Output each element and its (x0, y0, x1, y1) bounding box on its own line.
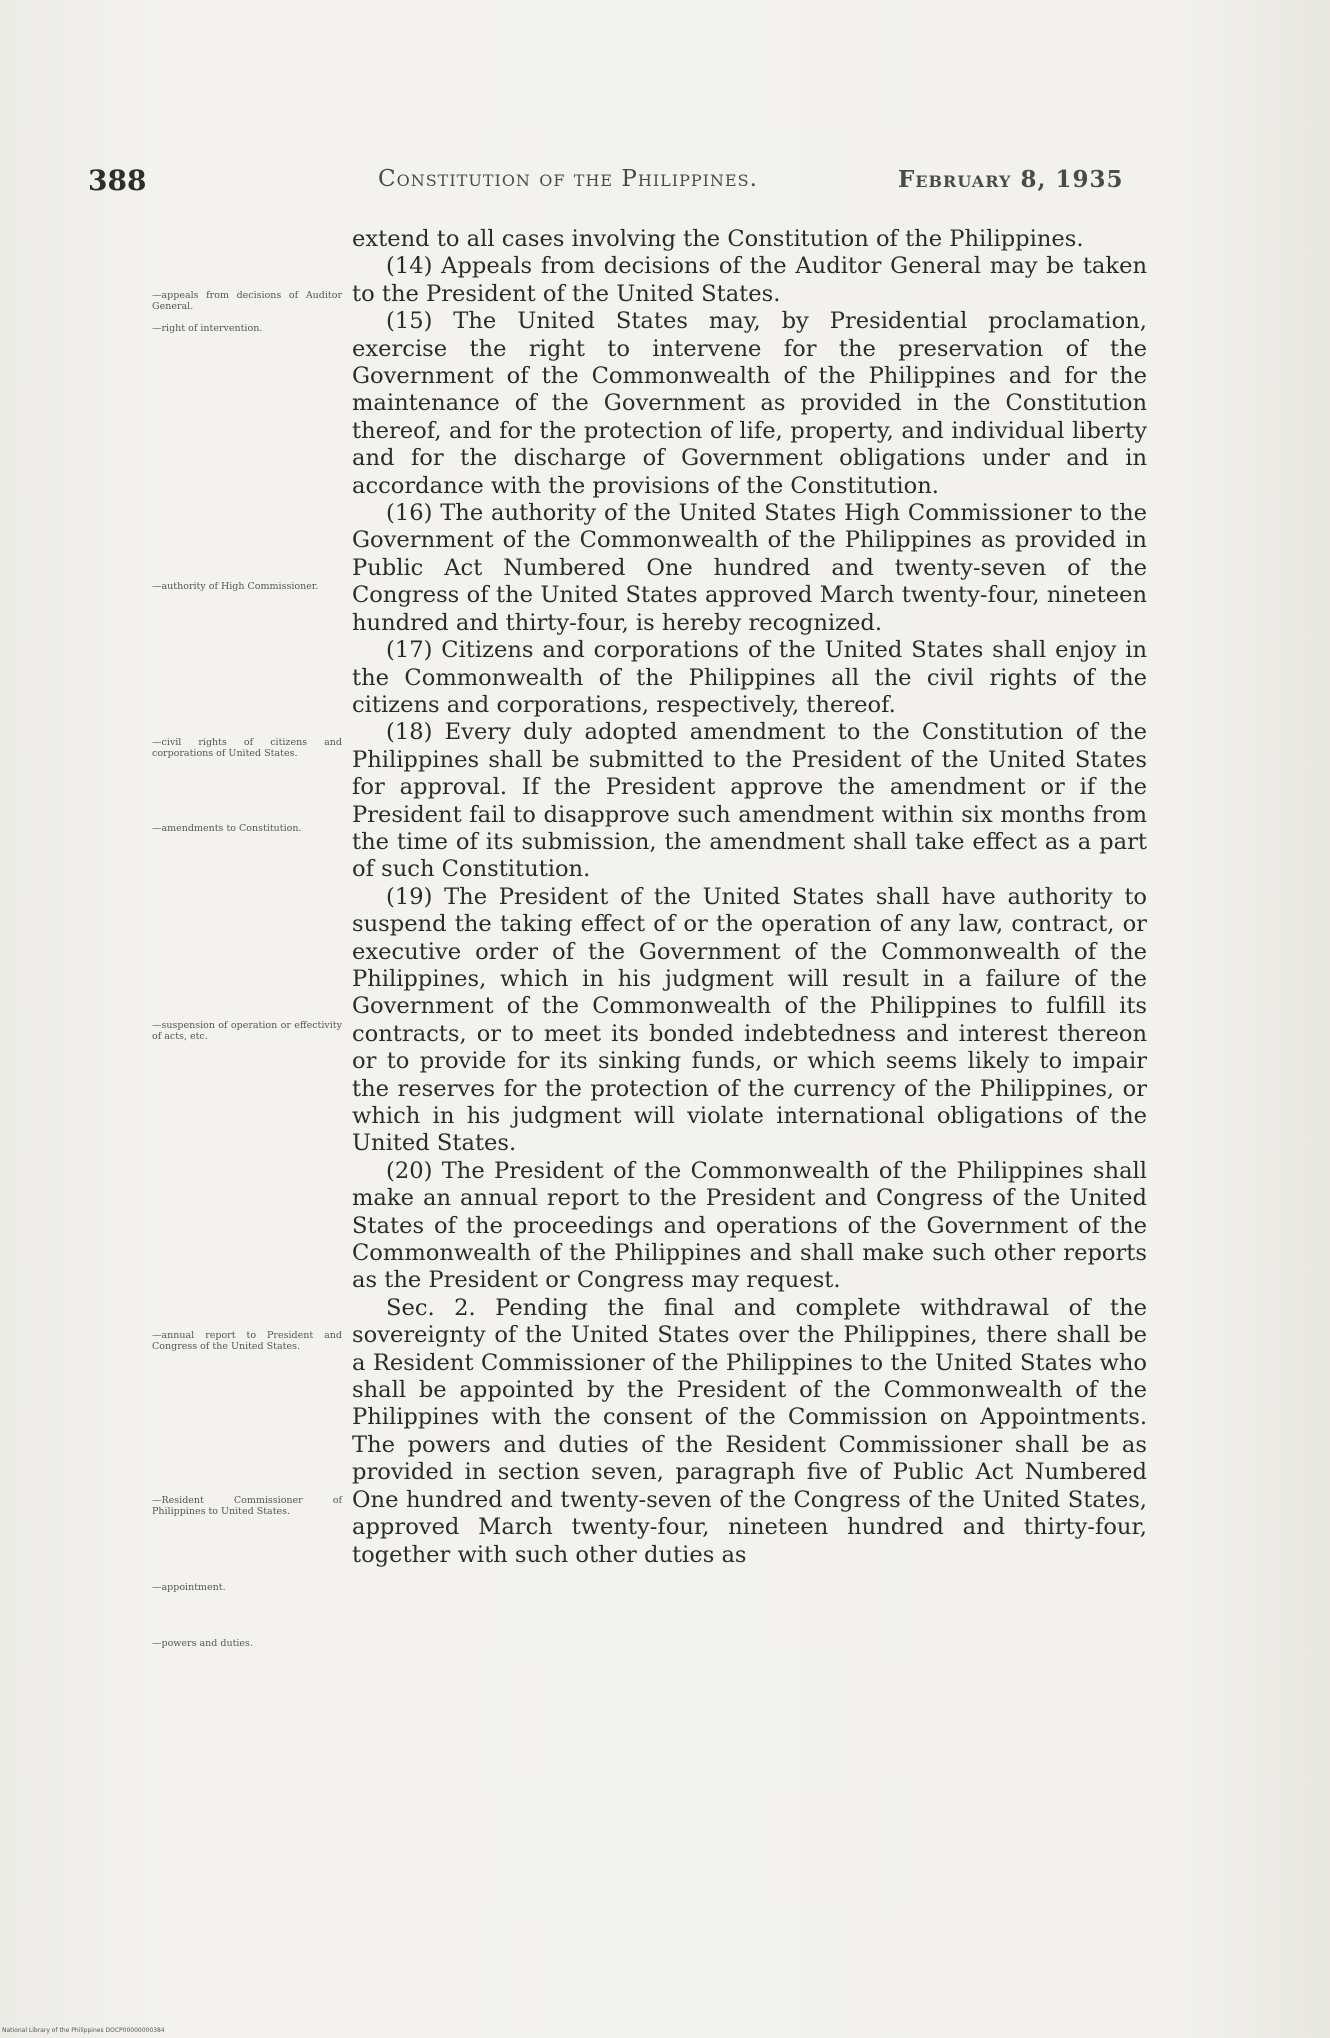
running-date: February 8, 1935 (898, 166, 1124, 193)
paragraph-section-2: Sec. 2. Pending the final and complete withdrawal of the sovereignty of the United States over the Philippines, there shall be a Resident Commissioner of the Philippines to the United States who shall be appointed by the President of the Commonwealth of the Philippines with the consent of the Commission on Appointments. The powers and duties of the Resident Commissioner shall be as provided in section seven, paragraph five of Public Act Numbered One hundred and twenty-seven of the Congress of the United States, approved March twenty-four, nineteen hundred and thirty-four, together with such other duties as (352, 1294, 1147, 1568)
page-header (88, 164, 1148, 204)
margin-note-appeals: —appeals from decisions of Auditor General. (152, 290, 342, 312)
margin-note-civil-rights: —civil rights of citizens and corporations of United States. (152, 737, 342, 759)
paragraph-15: (15) The United States may, by Presidential proclamation, exercise the right to intervene for the preservation of the Government of the Commonwealth of the Philippines and for the maintenance of the Government as provided in the Constitution thereof, and for the protection of life, property, and individual liberty and for the discharge of Government obligations under and in accordance with the provisions of the Constitution. (352, 308, 1147, 499)
page-number: 388 (88, 164, 147, 197)
paragraph-17: (17) Citizens and corporations of the United States shall enjoy in the Commonwealth of the Philippines all the civil rights of the citizens and corporations, respectively, thereof. (352, 637, 1147, 718)
margin-note-amendments: —amendments to Constitution. (152, 823, 302, 834)
paragraph-18: (18) Every duly adopted amendment to the Constitution of the Philippines shall be submitted to the President of the United States for approval. If the President approve the amendment or if the President fail to disapprove such amendment within six months from the time of its submission, the amendment shall take effect as a part of such Constitution. (352, 719, 1147, 883)
margin-note-powers-duties: —powers and duties. (152, 1638, 253, 1649)
margin-note-intervention: —right of intervention. (152, 323, 263, 334)
margin-note-appointment: —appointment. (152, 1582, 226, 1593)
margin-note-high-commissioner: —authority of High Commissioner. (152, 581, 319, 592)
margin-note-suspension: —suspension of operation or effectivity of acts, etc. (152, 1020, 342, 1042)
body-text (352, 226, 1147, 1569)
scan-footer: National Library of the Philippines DOCP00000000384 (2, 2027, 165, 2034)
paragraph-continuation: extend to all cases involving the Constitution of the Philippines. (352, 226, 1084, 252)
running-title: Constitution of the Philippines. (378, 166, 758, 192)
paragraph-14: (14) Appeals from decisions of the Auditor General may be taken to the President of the United States. (352, 253, 1147, 307)
paragraph-19: (19) The President of the United States shall have authority to suspend the taking effect of or the operation of any law, contract, or executive order of the Government of the Commonwealth of the Philippines, which in his judgment will result in a failure of the Government of the Commonwealth of the Philippines to fulfill its contracts, or to meet its bonded indebtedness and interest thereon or to provide for its sinking funds, or which seems likely to impair the reserves for the protection of the currency of the Philippines, or which in his judgment will violate international obligations of the United States. (352, 883, 1147, 1157)
margin-note-resident-commissioner: —Resident Commissioner of Philippines to United States. (152, 1495, 342, 1517)
margin-note-annual-report: —annual report to President and Congress of the United States. (152, 1330, 342, 1352)
paragraph-16: (16) The authority of the United States High Commissioner to the Government of the Commonwealth of the Philippines as provided in Public Act Numbered One hundred and twenty-seven of the Congress of the United States approved March twenty-four, nineteen hundred and thirty-four, is hereby recognized. (352, 500, 1147, 636)
paragraph-20: (20) The President of the Commonwealth of the Philippines shall make an annual report to the President and Congress of the United States of the proceedings and operations of the Government of the Commonwealth of the Philippines and shall make such other reports as the President or Congress may request. (352, 1157, 1147, 1294)
